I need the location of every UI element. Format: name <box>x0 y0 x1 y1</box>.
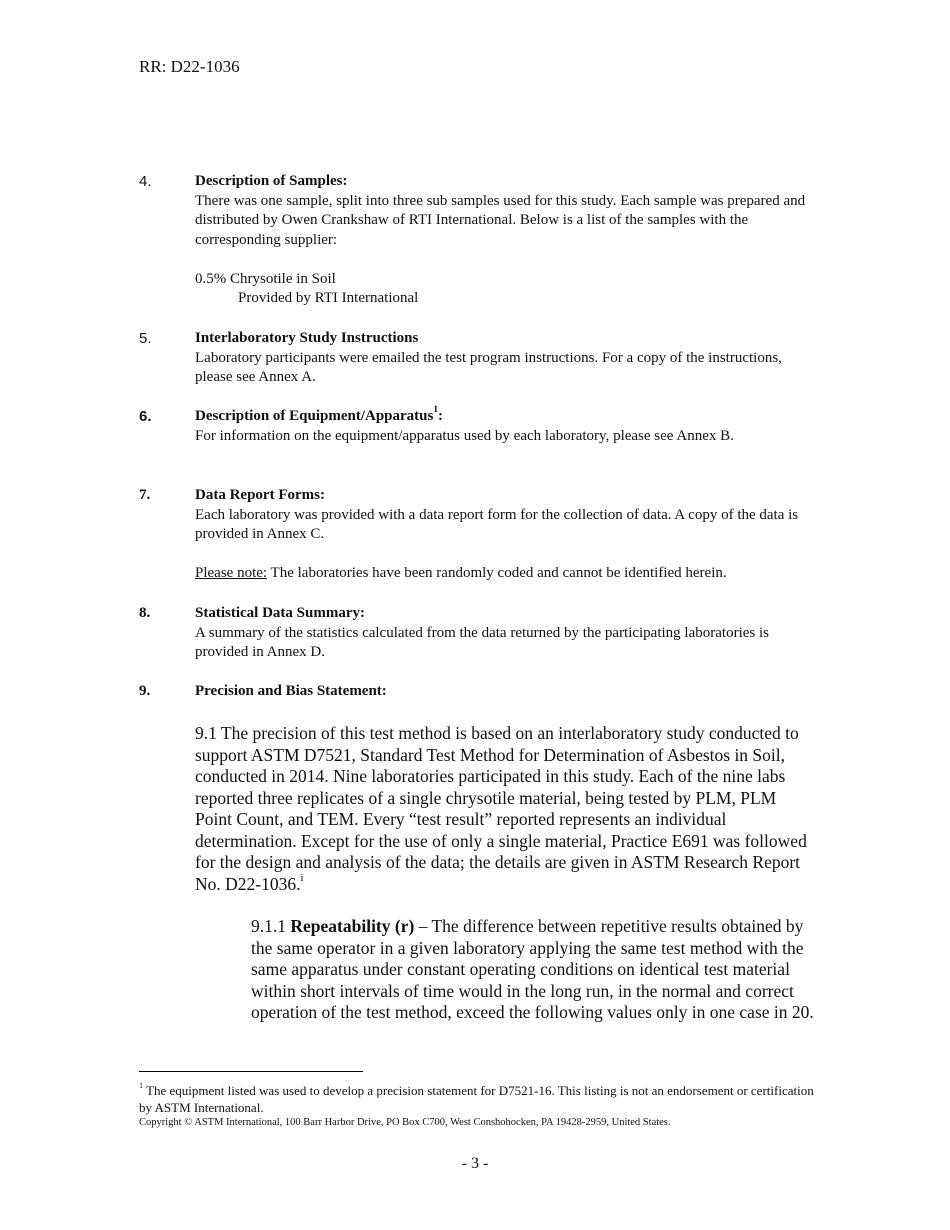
paragraph-9-1-1-text: – The difference between repetitive results obtained by the same operator in a given laboratory applying the same test method with the same apparatus under constant operating conditions on identical test material within short intervals of time would in the long run, in the normal and correct operation of the test method, exceed the following values only in one case in 20. <box>251 916 814 1022</box>
paragraph-9-1-1 <box>251 916 816 1024</box>
section-8-body: A summary of the statistics calculated from the data returned by the participating laboratories is provided in Annex D. <box>195 624 769 660</box>
page-number: - 3 - <box>461 1155 489 1172</box>
section-9-number: 9. <box>139 683 151 699</box>
footnote-reference: 1 <box>433 405 439 416</box>
section-5 <box>139 329 819 388</box>
section-6-title-suffix: : <box>438 408 444 424</box>
note-label: Please note: <box>195 565 268 581</box>
footnote-text: The equipment listed was used to develop a precision statement for D7521-16. This listing is not an endorsement or certification by ASTM International. <box>139 1083 814 1115</box>
footnote-separator <box>139 1071 363 1072</box>
section-9-title: Precision and Bias Statement: <box>195 683 387 699</box>
paragraph-9-1 <box>195 723 815 895</box>
section-7-note <box>195 564 819 584</box>
paragraph-9-1-1-number: 9.1.1 <box>251 916 291 936</box>
sample-supplier: Provided by RTI International <box>238 290 419 306</box>
section-8-title: Statistical Data Summary: <box>195 605 365 621</box>
section-4-title: Description of Samples: <box>195 173 348 189</box>
note-text: The laboratories have been randomly coded and cannot be identified herein. <box>267 565 727 581</box>
section-6-number: 6. <box>139 408 152 425</box>
sample-name: 0.5% Chrysotile in Soil <box>195 270 336 287</box>
repeatability-term: Repeatability (r) <box>290 916 415 936</box>
section-8 <box>139 604 819 663</box>
endnote-reference: i <box>300 871 304 884</box>
section-4-number: 4. <box>139 173 152 190</box>
section-7-number: 7. <box>139 487 151 503</box>
copyright-notice: Copyright © ASTM International, 100 Barr Harbor Drive, PO Box C700, West Conshohocken, PA 19428-2959, United States. <box>139 1117 671 1128</box>
section-4-body: There was one sample, split into three sub samples used for this study. Each sample was prepared and distributed by Owen Crankshaw of RTI International. Below is a list of the samples with the corresponding supplier: <box>195 192 806 248</box>
section-5-number: 5. <box>139 330 152 347</box>
section-8-number: 8. <box>139 605 151 621</box>
section-6-title <box>195 407 819 427</box>
section-4 <box>139 172 819 309</box>
section-5-title: Interlaboratory Study Instructions <box>195 330 419 346</box>
report-number-header: RR: D22-1036 <box>139 57 240 76</box>
section-6 <box>139 407 819 446</box>
section-5-body: Laboratory participants were emailed the test program instructions. For a copy of the instructions, please see Annex A. <box>195 349 782 385</box>
footnote <box>139 1082 819 1116</box>
footnote-marker: 1 <box>139 1081 144 1091</box>
section-9 <box>139 682 819 702</box>
section-7-body: Each laboratory was provided with a data report form for the collection of data. A copy of the data is provided in Annex C. <box>195 506 799 542</box>
section-6-title-text: Description of Equipment/Apparatus <box>195 408 434 424</box>
section-6-body: For information on the equipment/apparatus used by each laboratory, please see Annex B. <box>195 427 734 444</box>
section-7-title: Data Report Forms: <box>195 487 325 503</box>
paragraph-9-1-text: 9.1 The precision of this test method is based on an interlaboratory study conducted to support ASTM D7521, Standard Test Method for Determination of Asbestos in Soil, conducted in 2014. Nine laboratories participated in this study. Each of the nine labs reported three replicates of a single chrysotile material, being tested by PLM, PLM Point Count, and TEM. Every “test result” reported represents an individual determination. Except for the use of only a single material, Practice E691 was followed for the design and analysis of the data; the details are given in ASTM Research Report No. D22-1036. <box>195 723 807 894</box>
section-7 <box>139 486 819 584</box>
